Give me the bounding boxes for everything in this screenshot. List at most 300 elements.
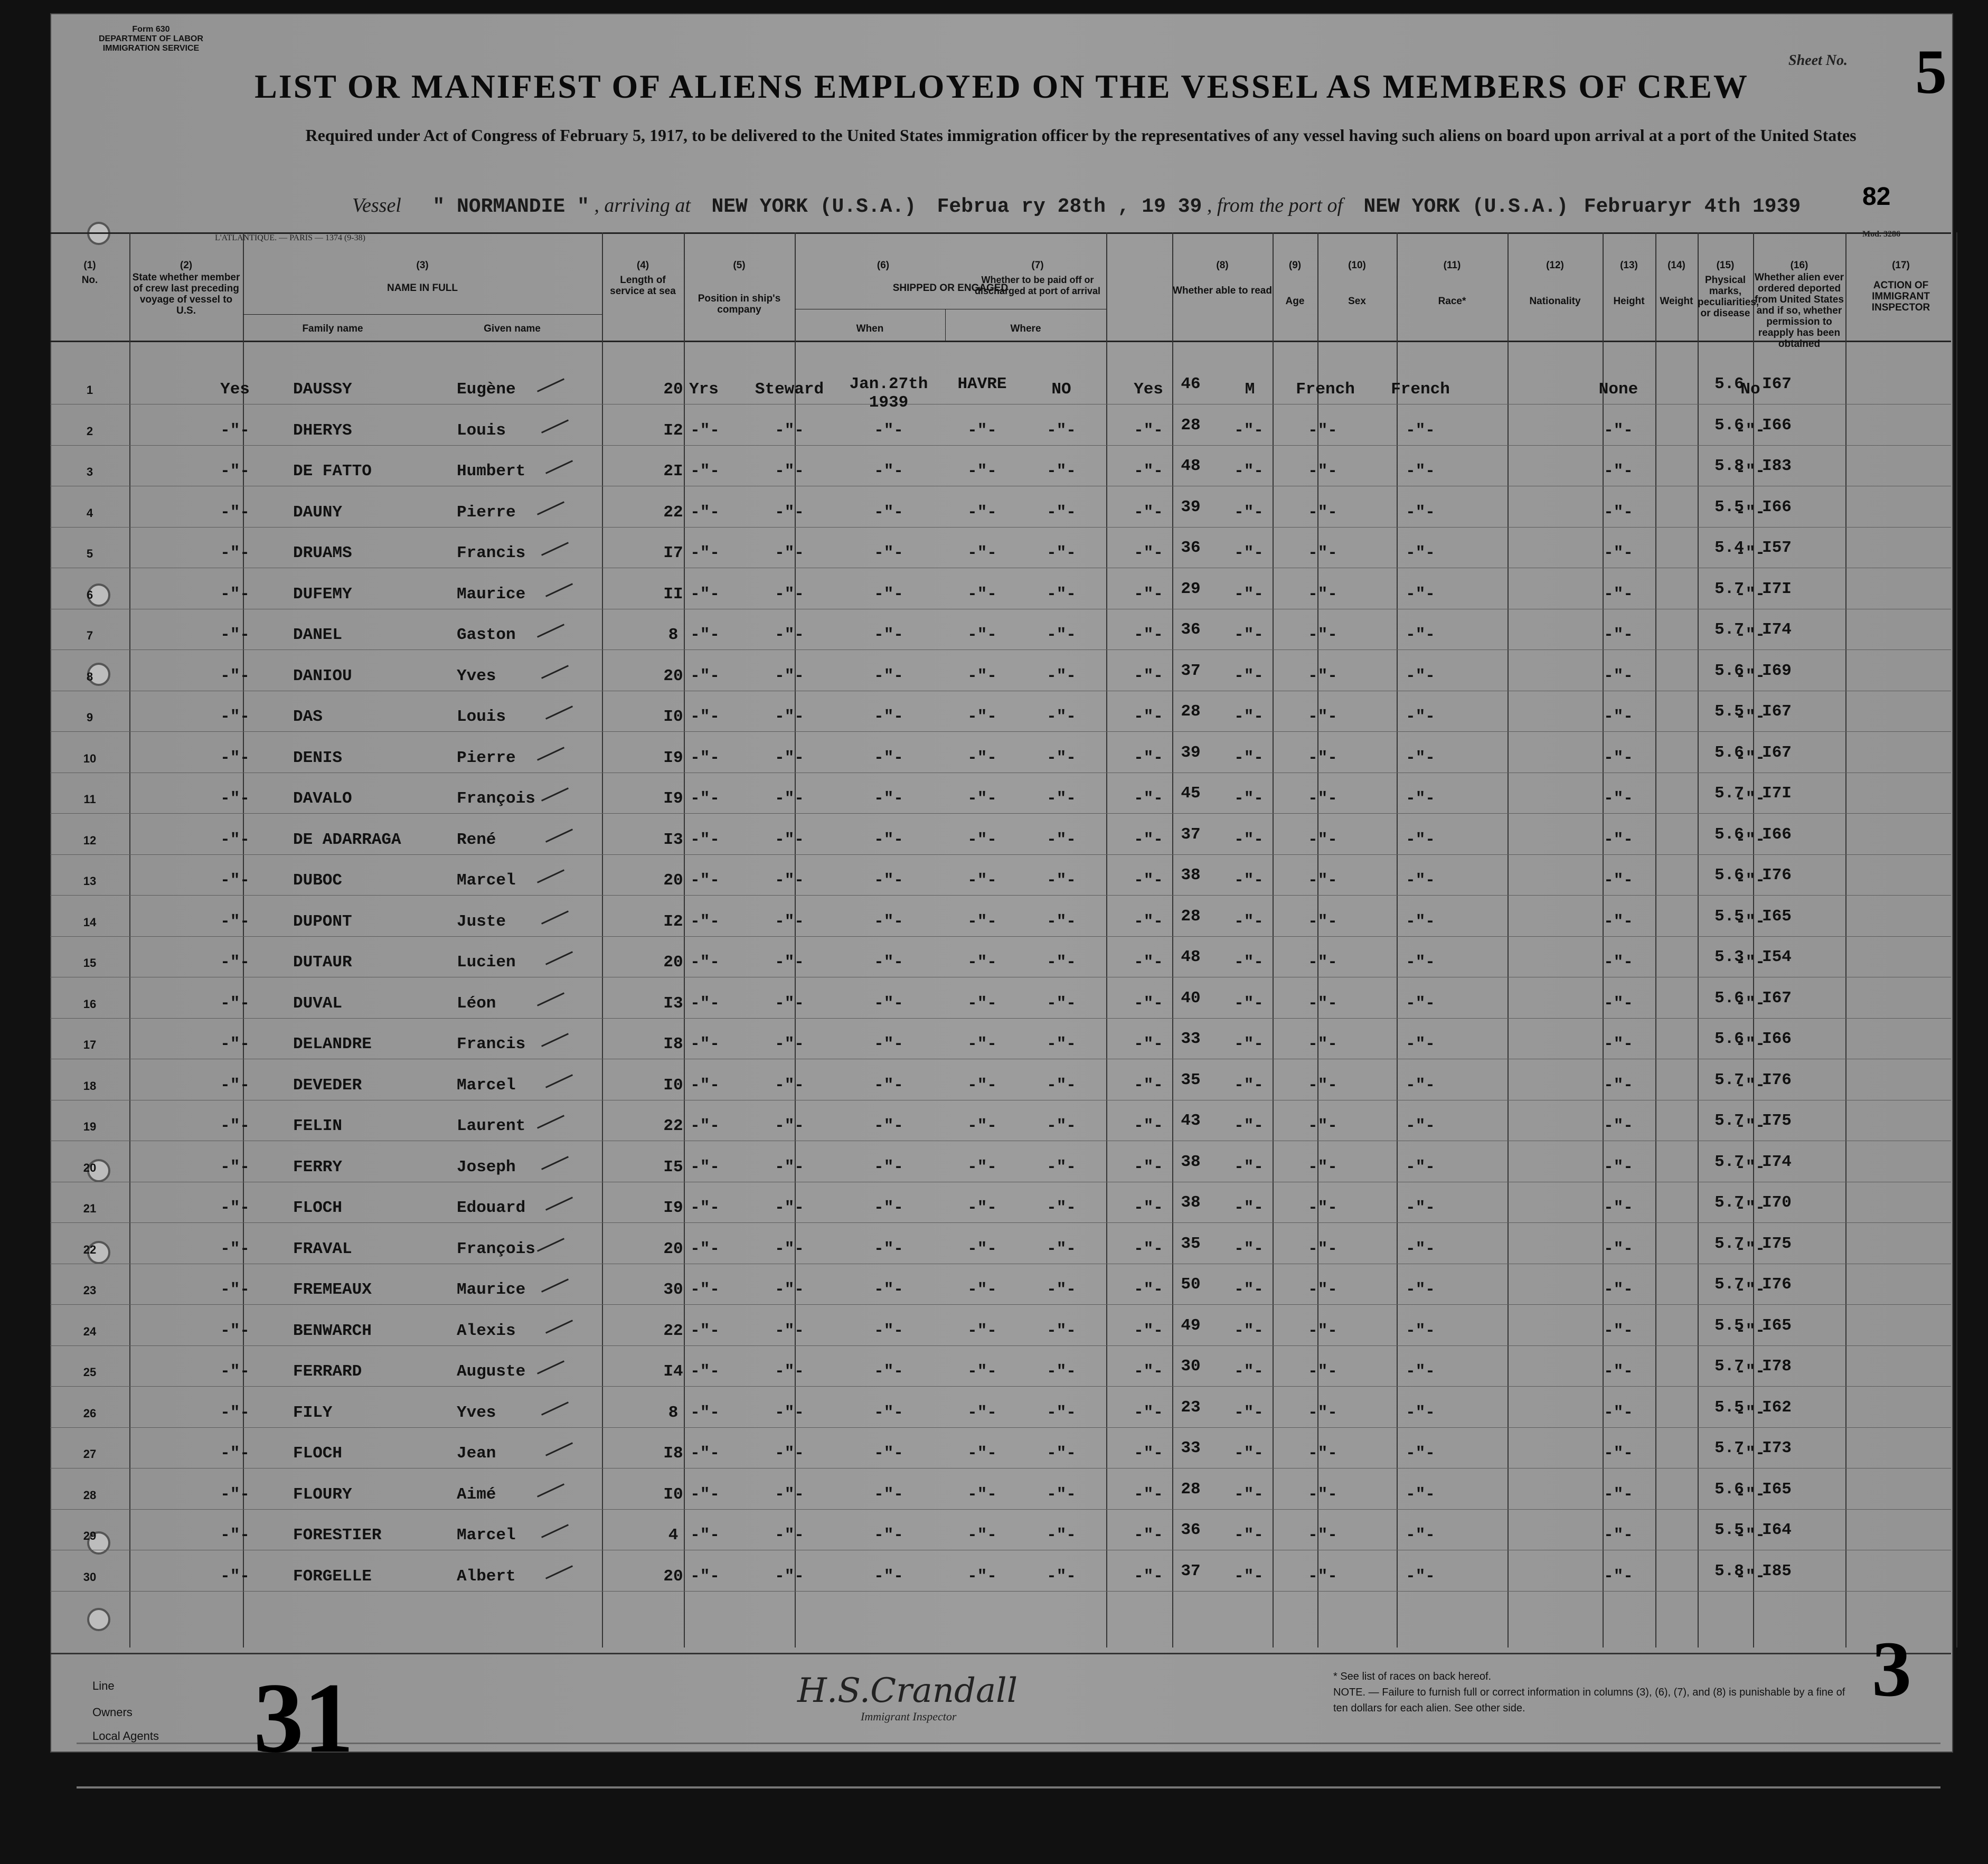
c10-number: (10)	[1348, 260, 1366, 271]
height: 5.5	[1714, 1398, 1744, 1417]
ditto-where: -"-	[967, 1035, 997, 1053]
row-number: 16	[83, 997, 97, 1011]
c14-number: (14)	[1667, 260, 1685, 271]
ditto-unit: -"-	[690, 1526, 720, 1545]
ditto-race: -"-	[1308, 1485, 1337, 1504]
header-bottom-border	[50, 341, 1951, 342]
paid-off: NO	[1051, 380, 1071, 399]
family-name: DRUAMS	[293, 544, 352, 562]
ditto-when: -"-	[874, 1403, 903, 1422]
ditto-race: -"-	[1308, 708, 1337, 726]
given-name: Maurice	[457, 585, 526, 604]
c4-label: Length of service at sea	[610, 275, 676, 297]
ditto-marks: -"-	[1604, 462, 1633, 481]
ditto-deported: -"-	[1736, 994, 1765, 1013]
ditto-nationality: -"-	[1406, 871, 1435, 890]
ditto-read: -"-	[1134, 1526, 1163, 1545]
height: 5.6	[1714, 1480, 1744, 1499]
ditto-paid: -"-	[1047, 830, 1076, 849]
ditto-prev: -"-	[220, 1526, 250, 1545]
service-length: 8	[668, 1403, 679, 1422]
ditto-when: -"-	[874, 871, 903, 890]
c11-label: Race*	[1438, 296, 1466, 307]
age: 36	[1181, 1521, 1201, 1539]
ditto-race: -"-	[1308, 748, 1337, 767]
c9-label: Age	[1285, 296, 1305, 307]
service-length: I0	[663, 1076, 683, 1095]
row-number: 24	[83, 1324, 97, 1338]
arrival-date: Februa ry 28th , 19 39	[937, 195, 1202, 218]
family-name: DEVEDER	[293, 1076, 362, 1095]
ditto-read: -"-	[1134, 585, 1163, 604]
weight: I75	[1762, 1112, 1792, 1130]
ditto-paid: -"-	[1047, 1199, 1076, 1217]
ditto-paid: -"-	[1047, 1526, 1076, 1545]
service-length: 2I	[663, 462, 683, 481]
ditto-where: -"-	[967, 626, 997, 644]
given-name: Léon	[457, 994, 496, 1013]
row-number: 18	[83, 1079, 97, 1093]
ditto-position: -"-	[775, 1199, 804, 1217]
ditto-paid: -"-	[1047, 748, 1076, 767]
ditto-deported: -"-	[1736, 462, 1765, 481]
ditto-when: -"-	[874, 585, 903, 604]
ditto-where: -"-	[967, 421, 997, 440]
height: 5.6	[1714, 416, 1744, 435]
c10-label: Sex	[1348, 296, 1366, 307]
ditto-paid: -"-	[1047, 421, 1076, 440]
ditto-race: -"-	[1308, 544, 1337, 562]
given-name: Marcel	[457, 1526, 516, 1545]
ditto-prev: -"-	[220, 1117, 250, 1135]
ditto-paid: -"-	[1047, 1117, 1076, 1135]
row-rule	[50, 527, 1951, 528]
ditto-prev: -"-	[220, 1567, 250, 1586]
ditto-sex: -"-	[1234, 421, 1264, 440]
ditto-unit: -"-	[690, 1157, 720, 1176]
given-name: Francis	[457, 544, 526, 562]
ditto-sex: -"-	[1234, 1157, 1264, 1176]
nationality: French	[1391, 380, 1450, 399]
given-name: René	[457, 830, 496, 849]
ditto-read: -"-	[1134, 503, 1163, 522]
c17-label: ACTION OF IMMIGRANT INSPECTOR	[1871, 280, 1930, 313]
ditto-nationality: -"-	[1406, 994, 1435, 1013]
weight: I67	[1762, 375, 1792, 393]
age: 45	[1181, 784, 1201, 803]
c2-number: (2)	[180, 260, 193, 271]
ditto-marks: -"-	[1604, 585, 1633, 604]
ditto-nationality: -"-	[1406, 585, 1435, 604]
ditto-prev: -"-	[220, 708, 250, 726]
family-name: FILY	[293, 1403, 333, 1422]
ditto-prev: -"-	[220, 1444, 250, 1463]
row-number: 8	[86, 670, 93, 683]
ditto-where: -"-	[967, 503, 997, 522]
weight: I78	[1762, 1357, 1792, 1376]
ditto-where: -"-	[967, 871, 997, 890]
row-number: 12	[83, 833, 97, 847]
ditto-unit: -"-	[690, 1362, 720, 1381]
ditto-read: -"-	[1134, 1362, 1163, 1381]
family-name: FERRY	[293, 1157, 343, 1176]
ditto-position: -"-	[775, 1117, 804, 1135]
age: 38	[1181, 1193, 1201, 1212]
ditto-marks: -"-	[1604, 1567, 1633, 1586]
c7-number: (7)	[1031, 260, 1044, 271]
row-number: 25	[83, 1366, 97, 1379]
row-number: 28	[83, 1488, 97, 1502]
ditto-where: -"-	[967, 1239, 997, 1258]
ditto-marks: -"-	[1604, 1485, 1633, 1504]
ditto-read: -"-	[1134, 626, 1163, 644]
c1-number: (1)	[83, 260, 96, 271]
ditto-where: -"-	[967, 830, 997, 849]
ditto-prev: -"-	[220, 1199, 250, 1217]
ditto-read: -"-	[1134, 1281, 1163, 1299]
ditto-prev: -"-	[220, 1485, 250, 1504]
form-header	[99, 25, 203, 53]
ditto-read: -"-	[1134, 1485, 1163, 1504]
ditto-deported: -"-	[1736, 1362, 1765, 1381]
race-note: * See list of races on back hereof.	[1333, 1671, 1492, 1682]
family-name: DANIOU	[293, 666, 352, 685]
weight: I57	[1762, 539, 1792, 557]
ditto-when: -"-	[874, 1444, 903, 1463]
form-number: Form 630	[132, 25, 170, 34]
height: 5.7	[1714, 1152, 1744, 1171]
ditto-read: -"-	[1134, 912, 1163, 931]
given-name: Alexis	[457, 1321, 516, 1340]
ditto-race: -"-	[1308, 871, 1337, 890]
ditto-prev: -"-	[220, 830, 250, 849]
c16-label: Whether alien ever ordered deported from United States and if so, whether permission to reapply has been obtained	[1755, 272, 1844, 350]
weight: I76	[1762, 1275, 1792, 1294]
ditto-nationality: -"-	[1406, 544, 1435, 562]
ditto-when: -"-	[874, 1526, 903, 1545]
ditto-position: -"-	[775, 1567, 804, 1586]
ditto-race: -"-	[1308, 1199, 1337, 1217]
weight: I65	[1762, 1316, 1792, 1335]
c13-number: (13)	[1620, 260, 1638, 271]
height: 5.5	[1714, 1521, 1744, 1539]
ditto-marks: -"-	[1604, 1035, 1633, 1053]
service-length: I9	[663, 1199, 683, 1217]
age: 48	[1181, 948, 1201, 966]
ditto-prev: -"-	[220, 1157, 250, 1176]
ditto-race: -"-	[1308, 994, 1337, 1013]
row-number: 6	[86, 588, 93, 601]
row-rule	[50, 1591, 1951, 1592]
ditto-marks: -"-	[1604, 830, 1633, 849]
ditto-when: -"-	[874, 666, 903, 685]
given-name: Pierre	[457, 748, 516, 767]
ditto-race: -"-	[1308, 830, 1337, 849]
ditto-nationality: -"-	[1406, 912, 1435, 931]
ditto-race: -"-	[1308, 1239, 1337, 1258]
row-number: 27	[83, 1447, 97, 1461]
age: 28	[1181, 702, 1201, 721]
ditto-race: -"-	[1308, 1117, 1337, 1135]
ditto-sex: -"-	[1234, 666, 1264, 685]
age: 37	[1181, 825, 1201, 844]
c8-number: (8)	[1216, 260, 1229, 271]
ditto-nationality: -"-	[1406, 748, 1435, 767]
ditto-read: -"-	[1134, 1117, 1163, 1135]
c16-number: (16)	[1790, 260, 1808, 271]
ditto-position: -"-	[775, 503, 804, 522]
ditto-race: -"-	[1308, 1281, 1337, 1299]
height: 5.3	[1714, 948, 1744, 966]
model-number: Mod. 3286	[1862, 230, 1900, 239]
family-name: DELANDRE	[293, 1035, 372, 1053]
weight: I67	[1762, 989, 1792, 1008]
ditto-position: -"-	[775, 626, 804, 644]
ditto-marks: -"-	[1604, 1076, 1633, 1095]
footer-divider	[50, 1653, 1951, 1654]
given-name: Joseph	[457, 1157, 516, 1176]
ditto-race: -"-	[1308, 1567, 1337, 1586]
ditto-deported: -"-	[1736, 585, 1765, 604]
row-number: 15	[83, 956, 97, 969]
ditto-deported: -"-	[1736, 830, 1765, 849]
ditto-paid: -"-	[1047, 708, 1076, 726]
ditto-when: -"-	[874, 708, 903, 726]
service-length: I3	[663, 994, 683, 1013]
ditto-nationality: -"-	[1406, 1485, 1435, 1504]
ditto-race: -"-	[1308, 953, 1337, 972]
age: 39	[1181, 743, 1201, 762]
printer-imprint: L'ATLANTIQUE. — PARIS — 1374 (9-38)	[215, 233, 365, 242]
ditto-paid: -"-	[1047, 1076, 1076, 1095]
ditto-deported: -"-	[1736, 708, 1765, 726]
weight: I65	[1762, 1480, 1792, 1499]
ditto-sex: -"-	[1234, 994, 1264, 1013]
ditto-nationality: -"-	[1406, 1199, 1435, 1217]
ditto-prev: -"-	[220, 912, 250, 931]
service-length: 20	[663, 1567, 683, 1586]
row-rule	[50, 936, 1951, 937]
ditto-when: -"-	[874, 830, 903, 849]
age: 39	[1181, 497, 1201, 516]
ditto-prev: -"-	[220, 1035, 250, 1053]
ditto-read: -"-	[1134, 1076, 1163, 1095]
age: 40	[1181, 989, 1201, 1008]
service-length: 22	[663, 1117, 683, 1135]
ditto-race: -"-	[1308, 1362, 1337, 1381]
ditto-marks: -"-	[1604, 1444, 1633, 1463]
ditto-unit: -"-	[690, 462, 720, 481]
ditto-nationality: -"-	[1406, 1321, 1435, 1340]
ditto-marks: -"-	[1604, 544, 1633, 562]
family-name: FERRARD	[293, 1362, 362, 1381]
ditto-unit: -"-	[690, 789, 720, 808]
vessel-name: " NORMANDIE "	[432, 195, 589, 218]
ditto-read: -"-	[1134, 544, 1163, 562]
weight: I7I	[1762, 784, 1792, 803]
ditto-read: -"-	[1134, 994, 1163, 1013]
fine-note: NOTE. — Failure to furnish full or correct information in columns (3), (6), (7), and (8) is punishable by a fine of ten dollars for each alien. See other side.	[1333, 1687, 1845, 1714]
height: 5.7	[1714, 620, 1744, 639]
c7-label: Whether to be paid off or discharged at port of arrival	[974, 275, 1101, 296]
ditto-position: -"-	[775, 830, 804, 849]
age: 28	[1181, 416, 1201, 435]
row-rule	[50, 445, 1951, 446]
ditto-unit: -"-	[690, 1281, 720, 1299]
weight: I67	[1762, 702, 1792, 721]
when-shipped: Jan.27th 1939	[849, 375, 928, 412]
ditto-deported: -"-	[1736, 626, 1765, 644]
row-number: 30	[83, 1570, 97, 1584]
age: 33	[1181, 1439, 1201, 1457]
row-number: 9	[86, 711, 93, 724]
ditto-nationality: -"-	[1406, 1035, 1435, 1053]
ditto-read: -"-	[1134, 1199, 1163, 1217]
ditto-sex: -"-	[1234, 462, 1264, 481]
ditto-sex: -"-	[1234, 830, 1264, 849]
ditto-paid: -"-	[1047, 871, 1076, 890]
service-length: I0	[663, 1485, 683, 1504]
ditto-when: -"-	[874, 626, 903, 644]
ditto-sex: -"-	[1234, 1362, 1264, 1381]
family-name: DAUSSY	[293, 380, 352, 399]
arriving-label: , arriving at	[594, 194, 691, 216]
age: 48	[1181, 457, 1201, 475]
ditto-read: -"-	[1134, 1403, 1163, 1422]
ditto-position: -"-	[775, 421, 804, 440]
ditto-deported: -"-	[1736, 1321, 1765, 1340]
service-length: I3	[663, 830, 683, 849]
ditto-sex: -"-	[1234, 503, 1264, 522]
ditto-deported: -"-	[1736, 789, 1765, 808]
ditto-deported: -"-	[1736, 748, 1765, 767]
c8-label: Whether able to read	[1173, 285, 1272, 296]
row-number: 26	[83, 1406, 97, 1420]
c5-label: Position in ship's company	[698, 293, 781, 315]
agents-label: Local Agents	[92, 1729, 159, 1743]
ditto-read: -"-	[1134, 748, 1163, 767]
ditto-unit: -"-	[690, 912, 720, 931]
ditto-unit: -"-	[690, 994, 720, 1013]
ditto-where: -"-	[967, 1403, 997, 1422]
ditto-deported: -"-	[1736, 912, 1765, 931]
ditto-paid: -"-	[1047, 1321, 1076, 1340]
ditto-position: -"-	[775, 1526, 804, 1545]
deported: No	[1740, 380, 1760, 399]
service-length: 4	[668, 1526, 679, 1545]
ditto-paid: -"-	[1047, 789, 1076, 808]
height: 5.5	[1714, 497, 1744, 516]
ditto-position: -"-	[775, 789, 804, 808]
ditto-prev: -"-	[220, 462, 250, 481]
ditto-where: -"-	[967, 1485, 997, 1504]
ditto-when: -"-	[874, 544, 903, 562]
ditto-nationality: -"-	[1406, 830, 1435, 849]
age: 23	[1181, 1398, 1201, 1417]
ditto-paid: -"-	[1047, 1281, 1076, 1299]
family-name: DHERYS	[293, 421, 352, 440]
ditto-paid: -"-	[1047, 666, 1076, 685]
inspector-signature: H.S.Crandall	[797, 1671, 1018, 1710]
ditto-race: -"-	[1308, 1157, 1337, 1176]
ditto-where: -"-	[967, 789, 997, 808]
family-name: FELIN	[293, 1117, 343, 1135]
ditto-marks: -"-	[1604, 421, 1633, 440]
ditto-nationality: -"-	[1406, 1157, 1435, 1176]
ditto-when: -"-	[874, 748, 903, 767]
given-name: Albert	[457, 1567, 516, 1586]
ditto-sex: -"-	[1234, 1444, 1264, 1463]
ditto-unit: -"-	[690, 1567, 720, 1586]
given-name-header: Given name	[484, 323, 541, 334]
ditto-paid: -"-	[1047, 626, 1076, 644]
ditto-deported: -"-	[1736, 1526, 1765, 1545]
ditto-race: -"-	[1308, 1321, 1337, 1340]
ditto-deported: -"-	[1736, 1567, 1765, 1586]
given-name: Lucien	[457, 953, 516, 972]
family-name: DENIS	[293, 748, 343, 767]
ditto-where: -"-	[967, 585, 997, 604]
ditto-race: -"-	[1308, 626, 1337, 644]
ditto-nationality: -"-	[1406, 503, 1435, 522]
ditto-race: -"-	[1308, 503, 1337, 522]
ditto-marks: -"-	[1604, 1117, 1633, 1135]
ditto-when: -"-	[874, 1157, 903, 1176]
weight: I74	[1762, 620, 1792, 639]
ditto-position: -"-	[775, 1035, 804, 1053]
ditto-marks: -"-	[1604, 1239, 1633, 1258]
ditto-deported: -"-	[1736, 1199, 1765, 1217]
ditto-marks: -"-	[1604, 1321, 1633, 1340]
table-top-border	[50, 232, 1951, 234]
row-rule	[50, 649, 1951, 650]
service-length: I8	[663, 1444, 683, 1463]
ditto-paid: -"-	[1047, 503, 1076, 522]
ditto-deported: -"-	[1736, 544, 1765, 562]
c13-label: Height	[1613, 296, 1645, 307]
ditto-unit: -"-	[690, 953, 720, 972]
family-name: DE ADARRAGA	[293, 830, 401, 849]
height: 5.4	[1714, 539, 1744, 557]
weight: I76	[1762, 866, 1792, 884]
ditto-sex: -"-	[1234, 1526, 1264, 1545]
ditto-position: -"-	[775, 871, 804, 890]
ditto-nationality: -"-	[1406, 421, 1435, 440]
weight: I83	[1762, 457, 1792, 475]
stamp-number-left: 31	[253, 1663, 354, 1774]
given-name: Juste	[457, 912, 506, 931]
ditto-sex: -"-	[1234, 708, 1264, 726]
c2-label: State whether member of crew last preceding voyage of vessel to U.S.	[132, 272, 240, 316]
family-name: DUFEMY	[293, 585, 352, 604]
ditto-position: -"-	[775, 748, 804, 767]
row-rule	[50, 1345, 1951, 1346]
ditto-where: -"-	[967, 544, 997, 562]
family-name: FRAVAL	[293, 1239, 352, 1258]
ditto-read: -"-	[1134, 1035, 1163, 1053]
row-rule	[50, 854, 1951, 855]
form-service: IMMIGRATION SERVICE	[102, 44, 200, 53]
ditto-paid: -"-	[1047, 462, 1076, 481]
given-name: Pierre	[457, 503, 516, 522]
ditto-sex: -"-	[1234, 1239, 1264, 1258]
age: 37	[1181, 1561, 1201, 1580]
family-name: FLOCH	[293, 1199, 343, 1217]
ditto-paid: -"-	[1047, 994, 1076, 1013]
ditto-sex: -"-	[1234, 789, 1264, 808]
owners-label: Owners	[92, 1706, 133, 1719]
ditto-position: -"-	[775, 1281, 804, 1299]
